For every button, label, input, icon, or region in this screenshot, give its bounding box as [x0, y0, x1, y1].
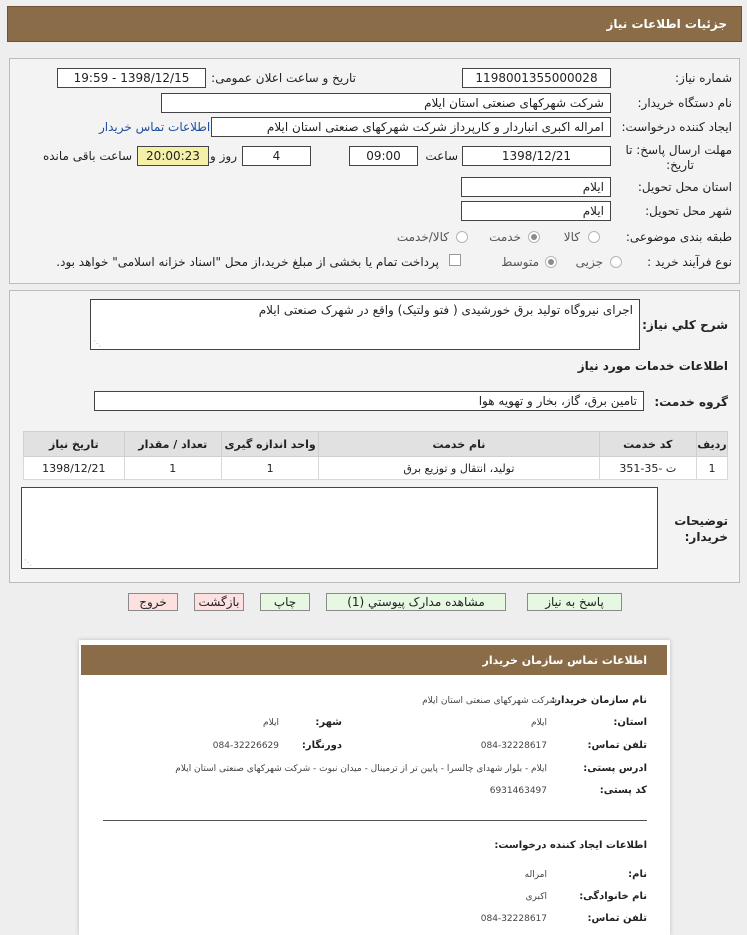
col-header-code: کد خدمت — [599, 432, 696, 457]
treasury-payment-note: پرداخت تمام یا بخشی از مبلغ خرید،از محل "اسناد خزانه اسلامی" خواهد بود. — [56, 255, 439, 269]
service-group-label: گروه خدمت: — [654, 395, 728, 409]
need-number-label: شماره نیاز: — [675, 71, 732, 85]
deadline-date-label: تاریخ: — [666, 158, 694, 172]
services-section-title: اطلاعات خدمات مورد نياز — [577, 359, 728, 373]
process-minor-radio[interactable] — [610, 256, 622, 268]
announce-datetime-field: 1398/12/15 - 19:59 — [57, 68, 206, 88]
category-service-label: خدمت — [489, 230, 521, 244]
reply-button[interactable]: پاسخ به نیاز — [527, 593, 622, 611]
col-header-unit: واحد اندازه گیری — [221, 432, 318, 457]
creator-label: ایجاد کننده درخواست: — [621, 120, 732, 134]
contact-address-value: ایلام - بلوار شهدای چالسرا - پایین تر از ترمینال - میدان نبوت - شرکت شهرکهای صنعتی استان ایلام — [175, 764, 547, 774]
service-group-field: تامین برق، گاز، بخار و تهویه هوا — [94, 391, 644, 411]
need-number-field: 1198001355000028 — [462, 68, 611, 88]
contact-postal-value: 6931463497 — [489, 786, 547, 796]
process-minor-label: جزیی — [575, 255, 603, 269]
page-title: جزئیات اطلاعات نیاز — [606, 17, 727, 31]
contact-city-value: ایلام — [263, 718, 279, 728]
summary-text: اجرای نیروگاه تولید برق خورشیدی ( فتو ولتیک) واقع در شهرک صنعتی ایلام — [258, 303, 633, 317]
contact-phone-value: 084-32228617 — [480, 741, 547, 751]
cell-unit: 1 — [221, 457, 318, 480]
process-medium-label: متوسط — [501, 255, 539, 269]
contact-phone-label: تلفن تماس: — [587, 740, 647, 751]
services-table — [23, 431, 728, 480]
col-header-name: نام خدمت — [319, 432, 599, 457]
contact-divider — [103, 820, 647, 821]
creator-first-name-value: امراله — [524, 870, 547, 880]
category-label: طبقه بندی موضوعی: — [625, 230, 732, 244]
category-goods-label: کالا — [563, 230, 580, 244]
delivery-city-label: شهر محل تحویل: — [645, 204, 732, 218]
resize-grip-icon: ⋰ — [93, 339, 101, 348]
table-header-row — [24, 432, 728, 457]
summary-label: شرح کلي نياز: — [642, 318, 728, 332]
creator-info-title: اطلاعات ایجاد کننده درخواست: — [494, 840, 647, 851]
category-goods-radio[interactable] — [588, 231, 600, 243]
creator-first-name-label: نام: — [628, 869, 647, 880]
delivery-city-field: ایلام — [461, 201, 611, 221]
need-info-panel — [9, 58, 740, 284]
category-goods-service-label: کالا/خدمت — [396, 230, 449, 244]
buyer-notes-textarea[interactable] — [21, 487, 658, 569]
deadline-time-field: 09:00 — [349, 146, 418, 166]
category-service-radio[interactable] — [528, 231, 540, 243]
contact-province-label: استان: — [613, 717, 647, 728]
creator-phone-value: 084-32228617 — [480, 914, 547, 924]
contact-fax-value: 084-32226629 — [212, 741, 279, 751]
delivery-province-field: ایلام — [461, 177, 611, 197]
creator-phone-label: تلفن تماس: — [587, 913, 647, 924]
deadline-label: مهلت ارسال پاسخ: تا — [625, 143, 732, 157]
contact-address-label: ادرس پستی: — [583, 763, 647, 774]
buyer-contact-link[interactable]: اطلاعات تماس خریدار — [99, 120, 211, 134]
cell-index: 1 — [697, 457, 728, 480]
process-type-label: نوع فرآیند خرید : — [647, 255, 732, 269]
resize-grip-icon: ⋰ — [24, 558, 32, 567]
col-header-date: تاریخ نیاز — [24, 432, 125, 457]
cell-qty: 1 — [124, 457, 221, 480]
buyer-org-field: شرکت شهرکهای صنعتی استان ایلام — [161, 93, 611, 113]
col-header-qty: تعداد / مقدار — [124, 432, 221, 457]
buyer-notes-label-1: توضیحات — [674, 514, 728, 528]
remaining-days-field: 4 — [242, 146, 311, 166]
contact-org-value: شرکت شهرکهای صنعتی استان ایلام — [422, 696, 557, 706]
creator-field: امراله اکبری انباردار و کارپرداز شرکت شهرکهای صنعتی استان ایلام — [211, 117, 611, 137]
treasury-payment-checkbox[interactable] — [449, 254, 461, 266]
cell-name: تولید، انتقال و توزیع برق — [319, 457, 599, 480]
announce-datetime-label: تاریخ و ساعت اعلان عمومی: — [211, 71, 356, 85]
exit-button[interactable]: خروج — [128, 593, 178, 611]
delivery-province-label: استان محل تحویل: — [637, 180, 732, 194]
deadline-time-label: ساعت — [425, 149, 458, 163]
remaining-time-label: ساعت باقی مانده — [42, 149, 132, 163]
back-button[interactable]: بازگشت — [194, 593, 244, 611]
contact-city-label: شهر: — [315, 717, 342, 728]
days-label: روز و — [210, 149, 237, 163]
table-row — [24, 457, 728, 480]
contact-province-value: ایلام — [531, 718, 547, 728]
deadline-date-field: 1398/12/21 — [462, 146, 611, 166]
category-goods-service-radio[interactable] — [456, 231, 468, 243]
contact-org-label: نام سازمان خریدار: — [551, 695, 647, 706]
creator-last-name-label: نام خانوادگی: — [579, 891, 647, 902]
print-button[interactable]: چاپ — [260, 593, 310, 611]
remaining-time-field: 20:00:23 — [137, 146, 209, 166]
creator-last-name-value: اکبری — [525, 892, 547, 902]
contact-fax-label: دورنگار: — [301, 740, 342, 751]
contact-card-title: اطلاعات تماس سازمان خریدار — [482, 654, 647, 667]
cell-code: ت -35-351 — [599, 457, 696, 480]
cell-date: 1398/12/21 — [24, 457, 125, 480]
process-medium-radio[interactable] — [545, 256, 557, 268]
page-header-bar — [7, 6, 742, 42]
view-attachments-button[interactable]: مشاهده مدارک پیوستي (1) — [326, 593, 506, 611]
buyer-org-label: نام دستگاه خریدار: — [637, 96, 732, 110]
summary-textarea — [90, 299, 640, 350]
contact-card-header — [81, 645, 667, 675]
col-header-index: ردیف — [697, 432, 728, 457]
buyer-notes-label-2: خریدار: — [684, 530, 728, 544]
contact-postal-label: کد پستی: — [599, 785, 647, 796]
